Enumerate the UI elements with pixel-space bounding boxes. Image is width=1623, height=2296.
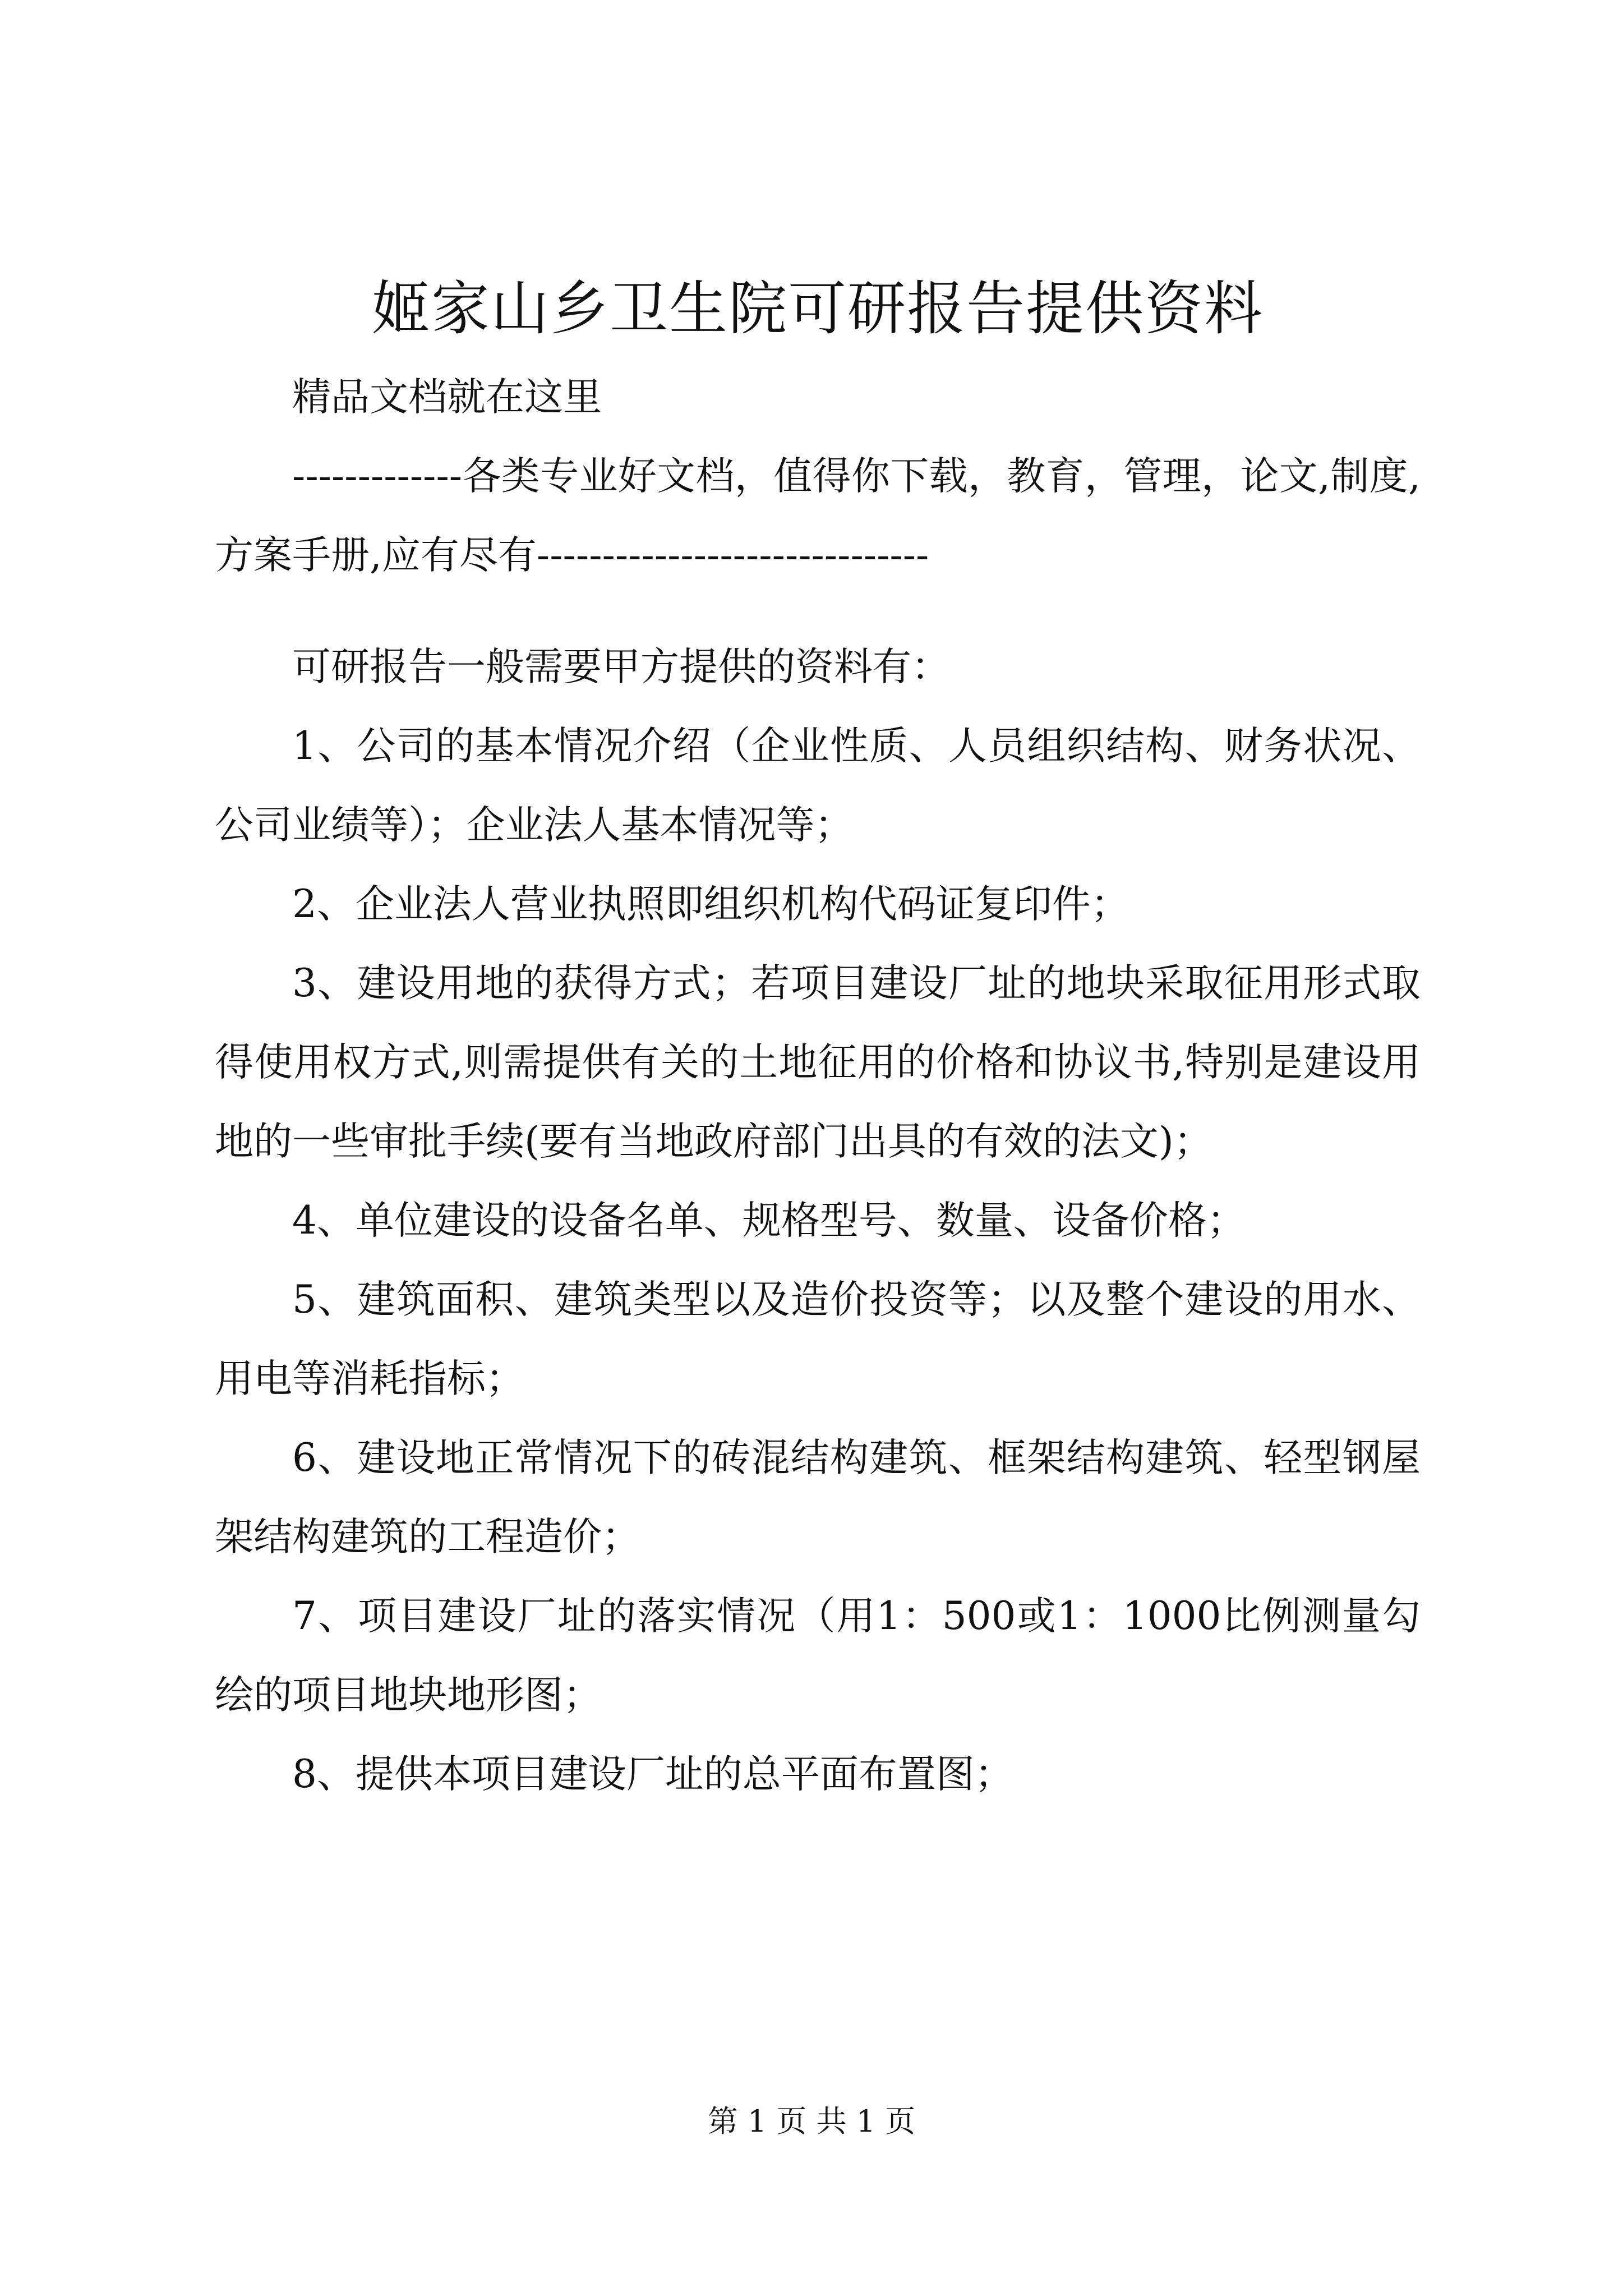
list-item: 7、项目建设厂址的落实情况（用1：500或1：1000比例测量勾绘的项目地块地形图； [215,1594,1421,1718]
document-body [215,264,1421,1814]
promo-text: -------------各类专业好文档，值得你下载，教育，管理，论文,制度,方案手册,应有尽有------------------------------ [215,454,1421,578]
intro-text: 可研报告一般需要甲方提供的资料有： [292,645,950,689]
list-item: 3、建设用地的获得方式；若项目建设厂址的地块采取征用形式取得使用权方式,则需提供有关的土地征用的价格和协议书,特别是建设用地的一些审批手续(要有当地政府部门出具的有效的法文)； [215,961,1421,1164]
list-item: 2、企业法人营业执照即组织机构代码证复印件； [292,882,1129,927]
tagline-text: 精品文档就在这里 [292,375,602,420]
list-item: 1、公司的基本情况介绍（企业性质、人员组织结构、财务状况、公司业绩等）；企业法人基本情况等； [215,724,1421,848]
document-title: 姬家山乡卫生院可研报告提供资料 [371,274,1264,343]
list-item: 4、单位建设的设备名单、规格型号、数量、设备价格； [292,1198,1246,1243]
page-number-footer: 第 1 页 共 1 页 [707,2104,916,2139]
list-item: 5、建筑面积、建筑类型以及造价投资等；以及整个建设的用水、用电等消耗指标； [215,1277,1421,1401]
list-item: 6、建设地正常情况下的砖混结构建筑、框架结构建筑、轻型钢屋架结构建筑的工程造价； [215,1435,1421,1559]
list-item: 8、提供本项目建设厂址的总平面布置图； [292,1752,1013,1797]
